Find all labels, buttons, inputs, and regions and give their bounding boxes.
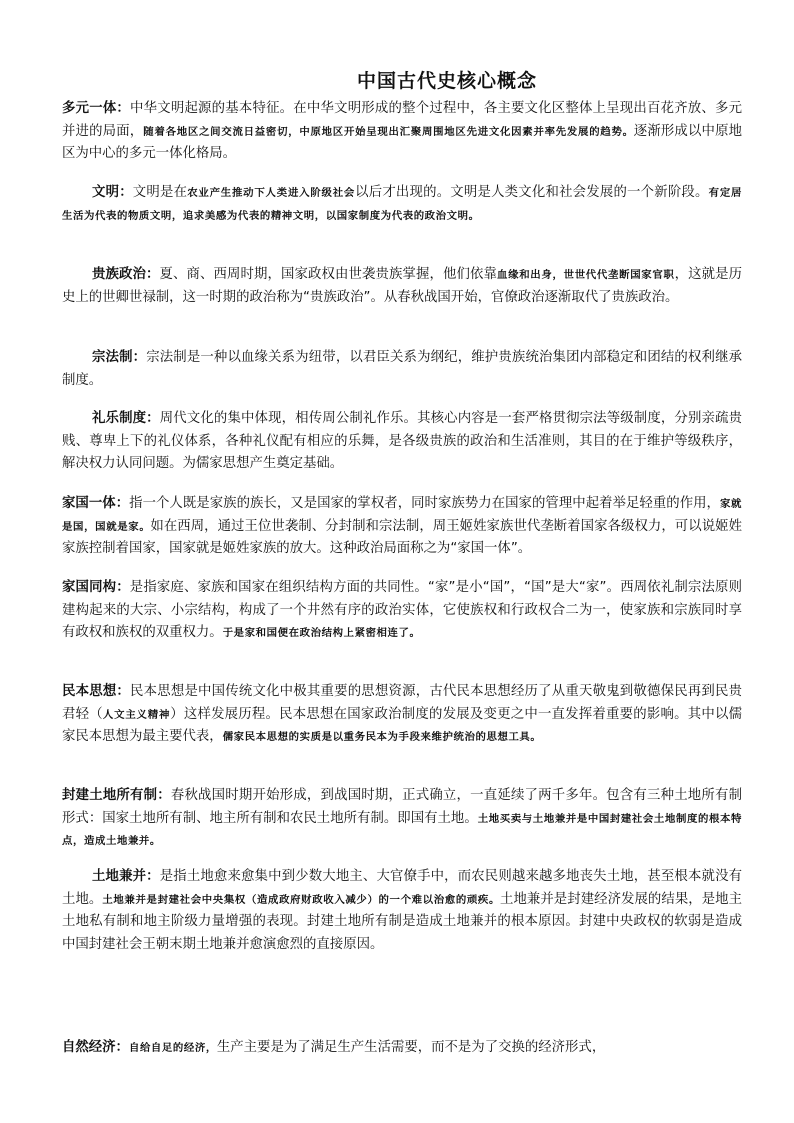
- paragraph-jiaguo-tonggou: [62, 577, 742, 645]
- body-text: 夏、商、西周时期，国家政权由世袭贵族掌握，他们依靠: [159, 267, 497, 282]
- annotation-text: 血缘和出身，世世代代垄断国家官职: [497, 269, 675, 281]
- body-text: 民本思想是中国传统文化中极其重要的思想资源，古代民本思想经历了从重天敬鬼到敬德保民再到民贵君轻（: [62, 684, 743, 722]
- paragraph-guizu-zhengzhi: [62, 264, 742, 309]
- concept-term: 贵族政治：: [92, 267, 160, 282]
- body-text: ）这样发展历程。民本思想在国家政治制度的发展及变更之中一直发挥着重要的影响。其中以儒家民本思想为最主要代表，: [62, 706, 743, 744]
- paragraph-jiaguo-yiti: [62, 493, 742, 561]
- paragraph-liyue-zhidu: [62, 408, 742, 476]
- paragraph-tudi-jianbing: [62, 866, 742, 956]
- body-text: 中华文明起源的基本特征。在中华文明形成的整个过程中，各主要文化区整体上呈现出百花齐放、多元并进的局面，: [62, 101, 743, 139]
- paragraph-duoyuan-yiti: [62, 98, 742, 166]
- body-text: ，这就是历史上的世卿世禄制，这一时期的政治称为“贵族政治”。从春秋战国开始，官僚政治逐渐取代了贵族政治。: [62, 267, 742, 305]
- concept-term: 自然经济：: [62, 1040, 129, 1055]
- body-text: 是指土地愈来愈集中到少数大地主、大官僚手中，而农民则越来越多地丧失土地，甚至根本就没有土地。: [62, 869, 743, 907]
- annotation-text: 有定居生活为代表的物质文明，追求美感为代表的精神文明，以国家制度为代表的政治文明。: [62, 187, 743, 222]
- concept-term: 多元一体：: [62, 101, 131, 116]
- body-text: 春秋战国时期开始形成，到战国时期，正式确立，一直延续了两千多年。包含有三种土地所有制形式：国家土地所有制、地主所有制和农民土地所有制。即国有土地。: [62, 788, 743, 826]
- body-text: 文明是在: [132, 185, 188, 200]
- annotation-text: 人文主义精神: [102, 708, 171, 721]
- page-title: 中国古代史核心概念: [356, 70, 537, 92]
- annotation-text: 儒家民本思想的实质是以重务民本为手段来维护统治的思想工具。: [222, 731, 542, 743]
- body-text: 土地兼并是封建经济发展的结果，是地主土地私有制和地主阶级力量增强的表现。封建土地所有制是造成土地兼并的根本原因。封建中央政权的软弱是造成中国封建社会王朝末期土地兼并愈演愈烈的直接原因。: [62, 891, 742, 952]
- body-text: 如在西周，通过王位世袭制、分封制和宗法制，周王姬姓家族世代垄断着国家各级权力，可以说姬姓家族控制着国家，国家就是姬姓家族的放大。这种政治局面称之为“家国一体”。: [62, 518, 742, 556]
- paragraph-ziran-jingji: [62, 1037, 742, 1060]
- concept-term: 家国一体：: [62, 496, 130, 511]
- concept-term: 封建土地所有制：: [62, 788, 171, 803]
- body-text: 宗法制是一种以血缘关系为纽带，以君臣关系为纲纪，维护贵族统治集团内部稳定和团结的权利继承制度。: [62, 350, 743, 388]
- annotation-text: 土地买卖与土地兼并是中国封建社会土地制度的根本特点，造成土地兼并。: [62, 812, 742, 847]
- annotation-text: 于是家和国便在政治结构上紧密相连了。: [222, 627, 421, 639]
- annotation-text: 自给自足的经济，: [128, 1042, 217, 1054]
- concept-term: 土地兼并：: [92, 869, 160, 884]
- concept-term: 文明：: [92, 185, 133, 200]
- paragraph-fengjian-tudi: [62, 785, 742, 853]
- concept-term: 民本思想：: [62, 684, 131, 699]
- body-text: 生产主要是为了满足生产生活需要，而不是为了交换的经济形式，: [216, 1040, 606, 1055]
- body-text: 是指家庭、家族和国家在组织结构方面的共同性。“家”是小“国”，“国”是大“家”。西周依礼制宗法原则建构起来的大宗、小宗结构，构成了一个井然有序的政治实体，它使族权和行政权合二为一，使家族和宗族同时享有政权和族权的双重权力。: [62, 580, 743, 640]
- annotation-text: 随着各地区之间交流日益密切，中原地区开始呈现出汇聚周围地区先进文化因素并率先发展的趋势。: [143, 125, 634, 138]
- body-text: 周代文化的集中体现，相传周公制礼作乐。其核心内容是一套严格贯彻宗法等级制度，分别亲疏贵贱、尊卑上下的礼仪体系，各种礼仪配有相应的乐舞，是各级贵族的政治和生活准则，其目的在于维护等级秩序，解决权力认同问题。为儒家思想产生奠定基础。: [62, 411, 743, 471]
- body-text: 以后才出现的。文明是人类文化和社会发展的一个新阶段。: [355, 185, 709, 200]
- paragraph-minben-sixiang: [62, 681, 742, 749]
- concept-term: 宗法制：: [92, 350, 147, 365]
- paragraph-zongfa-zhi: [62, 347, 742, 392]
- annotation-text: 家就是国，国就是家。: [62, 498, 743, 533]
- annotation-text: 土地兼并是封建社会中央集权（造成政府财政收入减少）的一个难以治愈的顽疾。: [102, 893, 501, 906]
- concept-term: 礼乐制度：: [92, 411, 160, 426]
- concept-term: 家国同构：: [62, 580, 130, 595]
- body-text: 指一个人既是家族的族长，又是国家的掌权者，同时家族势力在国家的管理中起着举足轻重的作用，: [129, 496, 720, 511]
- annotation-text: 农业产生推动下人类进入阶级社会: [187, 187, 356, 199]
- body-text: 逐渐形成以中原地区为中心的多元一体化格局。: [62, 123, 743, 161]
- paragraph-wenming: [62, 182, 742, 227]
